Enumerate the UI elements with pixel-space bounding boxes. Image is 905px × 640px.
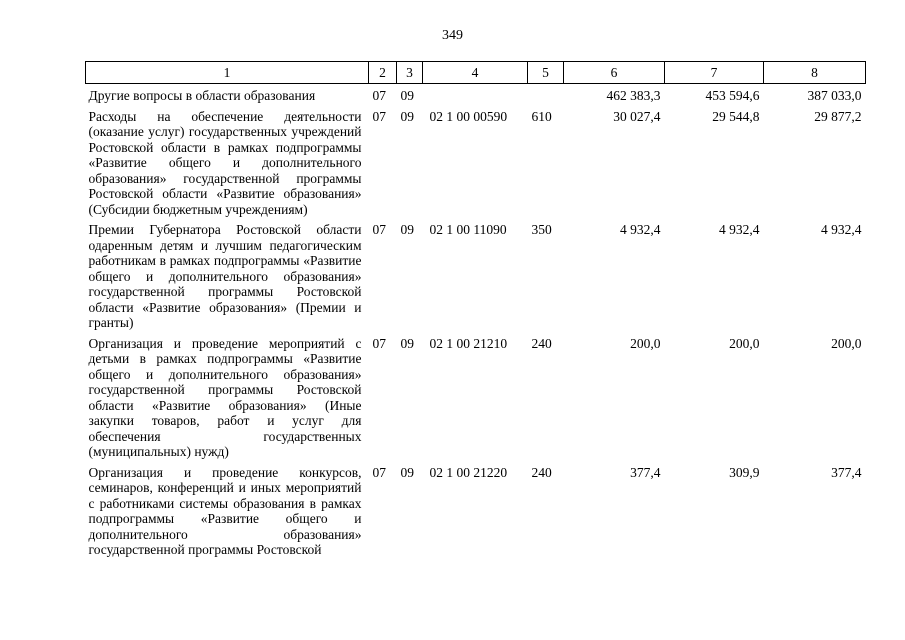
- subsection-code: 09: [400, 88, 414, 103]
- amount-col-8: 387 033,0: [807, 88, 862, 103]
- header-col-1: 1: [86, 62, 369, 84]
- header-col-6: 6: [564, 62, 665, 84]
- amount-col-8: 200,0: [831, 335, 862, 351]
- expense-type-code: [528, 84, 564, 109]
- table-row: [86, 465, 866, 563]
- expense-name: Организация и проведение мероприятий с детьми в рамках подпрограммы «Развитие общего и дополнительного образования» государственной программы Ростовской области «Развитие образования» (Иные закупки товаров, работ и услуг для обеспечения государственных (муниципальных) нужд): [88, 335, 362, 459]
- amount-col-6: 4 932,4: [620, 222, 661, 237]
- expense-name: Другие вопросы в области образования: [88, 88, 316, 103]
- table-row: [86, 84, 866, 109]
- subsection-code: 09: [400, 335, 414, 351]
- amount-col-6: 200,0: [630, 335, 661, 351]
- page-number: 349: [442, 28, 463, 43]
- header-col-4: 4: [423, 62, 528, 84]
- amount-col-6: 30 027,4: [613, 108, 661, 124]
- amount-col-8: 377,4: [831, 464, 862, 480]
- target-article-code: 02 1 00 11090: [429, 222, 507, 237]
- amount-col-8: 4 932,4: [821, 222, 862, 237]
- amount-col-7: 309,9: [729, 464, 760, 480]
- expense-type-code: 240: [531, 464, 552, 480]
- table-body: [86, 84, 866, 563]
- header-col-3: 3: [397, 62, 423, 84]
- amount-col-7: 4 932,4: [719, 222, 760, 237]
- header-col-5: 5: [528, 62, 564, 84]
- table-row: [86, 109, 866, 223]
- amount-col-8: 29 877,2: [814, 108, 862, 124]
- subsection-code: 09: [400, 108, 414, 124]
- expense-name: Организация и проведение конкурсов, семинаров, конференций и иных мероприятий с работниками системы образования в рамках подпрограммы «Развитие общего и дополнительного образования» государственной программы Ростовской: [88, 464, 362, 557]
- header-col-7: 7: [665, 62, 764, 84]
- section-code: 07: [372, 335, 386, 351]
- target-article-code: 02 1 00 21210: [429, 335, 508, 351]
- amount-col-6: 377,4: [630, 464, 661, 480]
- expense-type-code: 240: [531, 335, 552, 351]
- section-code: 07: [372, 88, 386, 103]
- header-col-8: 8: [764, 62, 866, 84]
- budget-table: [85, 61, 866, 563]
- expense-name: Премии Губернатора Ростовской области одаренным детям и лучшим педагогическим работникам в рамках подпрограммы «Развитие общего и дополнительного образования» государственной программы Ростовской области «Развитие образования» (Премии и гранты): [88, 222, 362, 330]
- header-row: [86, 62, 866, 84]
- table-row: [86, 222, 866, 336]
- section-code: 07: [372, 108, 386, 124]
- section-code: 07: [372, 464, 386, 480]
- amount-col-6: 462 383,3: [606, 88, 661, 103]
- target-article-code: [423, 84, 528, 109]
- section-code: 07: [372, 222, 386, 237]
- expense-type-code: 610: [531, 108, 552, 124]
- subsection-code: 09: [400, 464, 414, 480]
- amount-col-7: 29 544,8: [712, 108, 760, 124]
- expense-name: Расходы на обеспечение деятельности (оказание услуг) государственных учреждений Ростовской области в рамках подпрограммы «Развитие общего и дополнительного образования» государственной программы Ростовской области «Развитие образования» (Субсидии бюджетным учреждениям): [88, 108, 362, 217]
- subsection-code: 09: [400, 222, 414, 237]
- amount-col-7: 200,0: [729, 335, 760, 351]
- target-article-code: 02 1 00 21220: [429, 464, 508, 480]
- header-col-2: 2: [369, 62, 397, 84]
- target-article-code: 02 1 00 00590: [429, 108, 508, 124]
- expense-type-code: 350: [531, 222, 552, 237]
- amount-col-7: 453 594,6: [705, 88, 760, 103]
- table-row: [86, 336, 866, 465]
- table-header: [86, 62, 866, 84]
